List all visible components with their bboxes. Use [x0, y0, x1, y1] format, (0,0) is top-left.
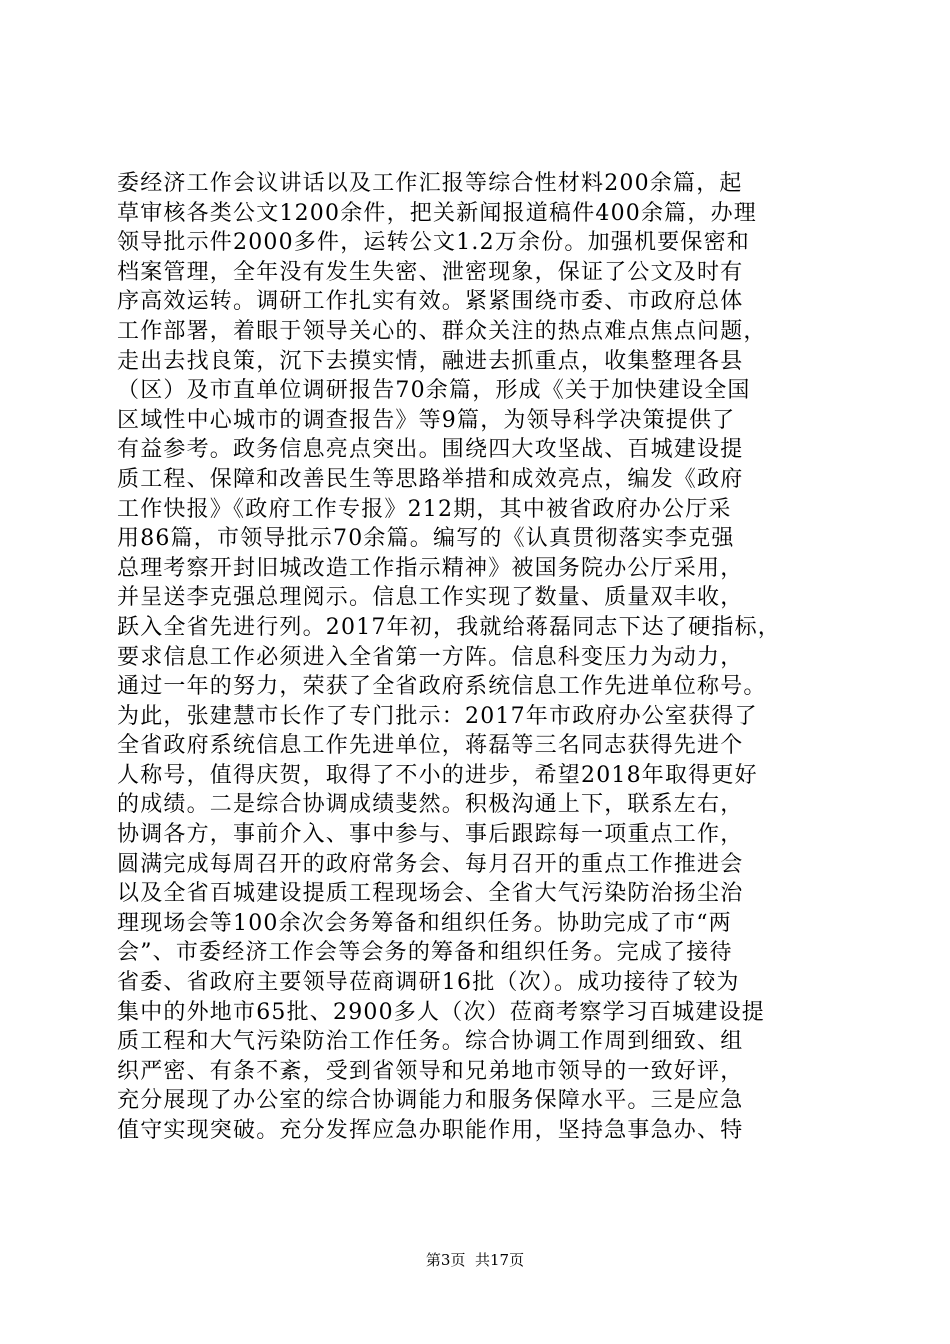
text-line: 工作快报》《政府工作专报》212期，其中被省政府办公厅采 — [117, 496, 732, 522]
text-line: 序高效运转。调研工作扎实有效。紧紧围绕市委、市政府总体 — [117, 289, 744, 315]
text-line: 质工程、保障和改善民生等思路举措和成效亮点，编发《政府 — [117, 466, 744, 492]
text-line: 以及全省百城建设提质工程现场会、全省大气污染防治扬尘治 — [117, 881, 744, 907]
text-line: 织严密、有条不紊，受到省领导和兄弟地市领导的一致好评， — [117, 1058, 744, 1084]
text-line: 值守实现突破。充分发挥应急办职能作用，坚持急事急办、特 — [117, 1118, 744, 1143]
text-line: 会”、市委经济工作会等会务的筹备和组织任务。完成了接待 — [117, 940, 733, 966]
text-line: 档案管理，全年没有发生失密、泄密现象，保证了公文及时有 — [117, 259, 744, 285]
text-line: 要求信息工作必须进入全省第一方阵。信息科变压力为动力， — [117, 644, 744, 670]
text-line: 充分展现了办公室的综合协调能力和服务保障水平。三是应急 — [117, 1088, 744, 1114]
text-line: 人称号，值得庆贺，取得了不小的进步，希望2018年取得更好 — [117, 762, 758, 788]
text-line: 跃入全省先进行列。2017年初，我就给蒋磊同志下达了硬指标， — [117, 614, 781, 640]
text-line: 委经济工作会议讲话以及工作汇报等综合性材料200余篇，起 — [117, 171, 743, 196]
text-line: 工作部署，着眼于领导关心的、群众关注的热点难点焦点问题， — [117, 318, 767, 344]
body-paragraph — [117, 169, 847, 1146]
text-line: 的成绩。二是综合协调成绩斐然。积极沟通上下，联系左右， — [117, 792, 744, 818]
text-line: 全省政府系统信息工作先进单位，蒋磊等三名同志获得先进个 — [117, 733, 744, 759]
text-line: 理现场会等100余次会务筹备和组织任务。协助完成了市“两 — [117, 910, 732, 936]
text-line: 领导批示件2000多件，运转公文1.2万余份。加强机要保密和 — [117, 230, 750, 256]
text-line: 走出去找良策，沉下去摸实情，融进去抓重点，收集整理各县 — [117, 348, 744, 374]
text-line: 区域性中心城市的调查报告》等9篇，为领导科学决策提供了 — [117, 407, 736, 433]
text-line: 草审核各类公文1200余件，把关新闻报道稿件400余篇，办理 — [117, 200, 757, 226]
page-footer — [0, 1250, 950, 1270]
text-line: 集中的外地市65批、2900多人（次）莅商考察学习百城建设提 — [117, 999, 765, 1025]
text-line: 通过一年的努力，荣获了全省政府系统信息工作先进单位称号。 — [117, 674, 767, 700]
text-line: 圆满完成每周召开的政府常务会、每月召开的重点工作推进会 — [117, 851, 744, 877]
text-line: （区）及市直单位调研报告70余篇，形成《关于加快建设全国 — [117, 378, 751, 404]
text-line: 用86篇，市领导批示70余篇。编写的《认真贯彻落实李克强 — [117, 526, 735, 552]
text-line: 总理考察开封旧城改造工作指示精神》被国务院办公厅采用， — [117, 555, 744, 581]
text-line: 省委、省政府主要领导莅商调研16批（次）。成功接待了较为 — [117, 970, 740, 996]
page-number: 第3页 共17页 — [425, 1251, 525, 1269]
text-line: 并呈送李克强总理阅示。信息工作实现了数量、质量双丰收， — [117, 585, 744, 611]
text-line: 为此，张建慧市长作了专门批示：2017年市政府办公室获得了 — [117, 703, 758, 729]
text-line: 有益参考。政务信息亮点突出。围绕四大攻坚战、百城建设提 — [117, 437, 744, 463]
text-line: 质工程和大气污染防治工作任务。综合协调工作周到细致、组 — [117, 1029, 744, 1055]
text-line: 协调各方，事前介入、事中参与、事后跟踪每一项重点工作， — [117, 822, 744, 848]
